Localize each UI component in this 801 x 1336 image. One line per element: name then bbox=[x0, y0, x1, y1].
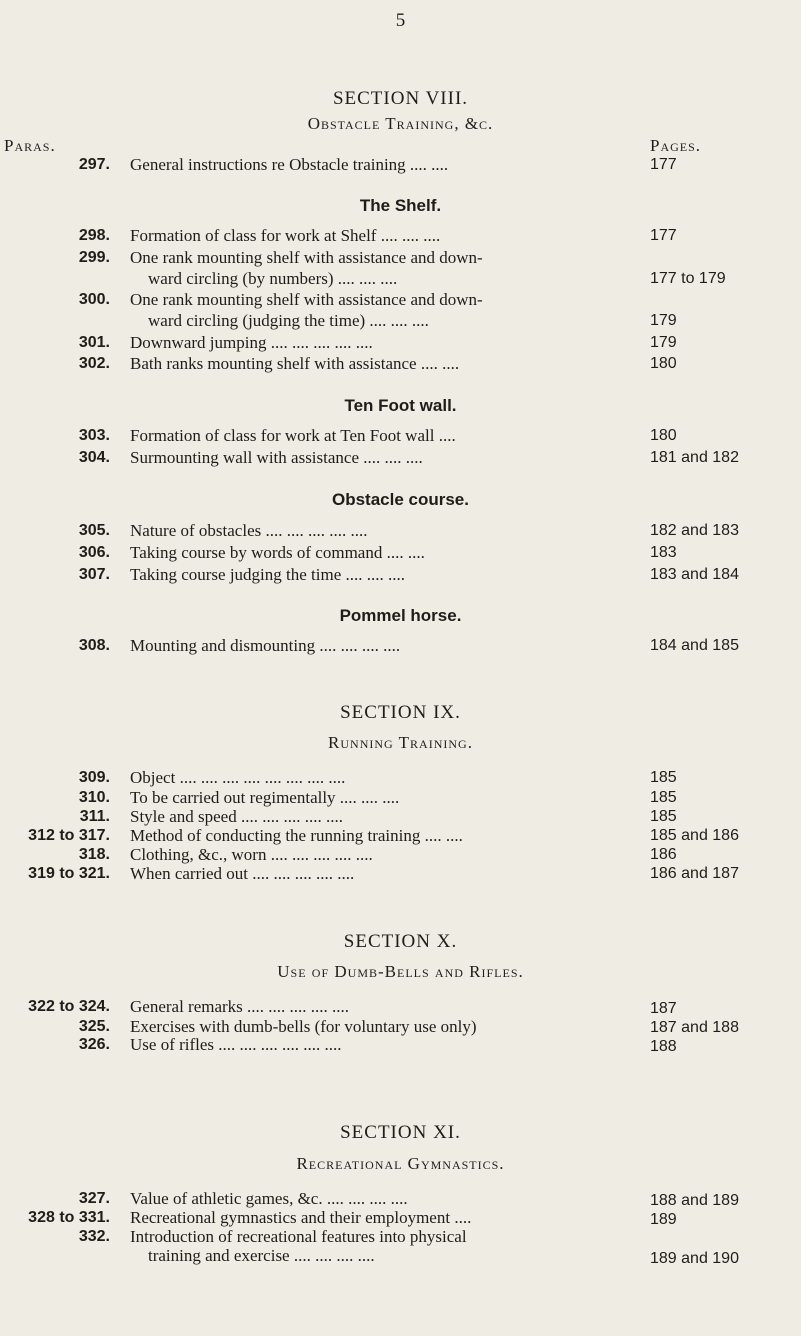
page-ref: 188 bbox=[650, 1038, 677, 1055]
para-number: 318. bbox=[78, 846, 110, 863]
page-ref: 184 and 185 bbox=[650, 637, 739, 654]
entry-text: Nature of obstacles .... .... .... .... .... bbox=[130, 521, 368, 540]
para-number: 328 to 331. bbox=[28, 1209, 110, 1226]
entry-text: General remarks .... .... .... .... .... bbox=[130, 997, 350, 1016]
entry-text: Formation of class for work at Shelf .... .... .... bbox=[130, 226, 441, 245]
page-ref: 180 bbox=[650, 355, 677, 372]
page-ref: 181 and 182 bbox=[650, 449, 739, 466]
page-ref: 189 and 190 bbox=[650, 1250, 739, 1267]
para-number: 310. bbox=[78, 789, 110, 806]
section-10-subtitle: Use of Dumb-Bells and Rifles. bbox=[277, 962, 524, 981]
page-number: 5 bbox=[395, 10, 406, 31]
entry-text: Bath ranks mounting shelf with assistance .... .... bbox=[130, 354, 460, 373]
page-ref: 187 and 188 bbox=[650, 1019, 739, 1036]
section-11-title: SECTION XI. bbox=[340, 1122, 461, 1143]
page-ref: 189 bbox=[650, 1211, 677, 1228]
entry-text: Downward jumping .... .... .... .... .... bbox=[130, 333, 373, 352]
entry-text: Use of rifles .... .... .... .... .... .... bbox=[130, 1035, 342, 1054]
page-ref: 185 bbox=[650, 769, 677, 786]
subheading-ten-foot-wall: Ten Foot wall. bbox=[344, 396, 457, 415]
page-ref: 183 bbox=[650, 544, 677, 561]
section-8-subtitle: Obstacle Training, &c. bbox=[307, 114, 494, 133]
entry-text-continued: training and exercise .... .... .... .... bbox=[148, 1246, 375, 1265]
para-number: 326. bbox=[78, 1036, 110, 1053]
entry-text: Introduction of recreational features into physical bbox=[130, 1227, 467, 1246]
para-number: 297. bbox=[78, 156, 110, 173]
entry-text: Exercises with dumb-bells (for voluntary use only) bbox=[130, 1017, 477, 1036]
section-8-title: SECTION VIII. bbox=[332, 88, 469, 109]
entry-text: To be carried out regimentally .... .... .... bbox=[130, 788, 400, 807]
para-number: 301. bbox=[78, 334, 110, 351]
page-ref: 183 and 184 bbox=[650, 566, 739, 583]
entry-text-continued: ward circling (by numbers) .... .... .... bbox=[148, 269, 398, 288]
section-10-title: SECTION X. bbox=[343, 931, 458, 952]
para-number: 312 to 317. bbox=[28, 827, 110, 844]
para-number: 305. bbox=[78, 522, 110, 539]
page-ref: 177 to 179 bbox=[650, 270, 726, 287]
para-number: 299. bbox=[78, 249, 110, 266]
entry-text: Surmounting wall with assistance .... .... .... bbox=[130, 448, 423, 467]
page-ref: 185 bbox=[650, 808, 677, 825]
entry-text: Method of conducting the running training .... .... bbox=[130, 826, 463, 845]
page-ref: 180 bbox=[650, 427, 677, 444]
para-number: 303. bbox=[78, 427, 110, 444]
page-ref: 177 bbox=[650, 156, 677, 173]
entry-text: Object .... .... .... .... .... .... .... .... bbox=[130, 768, 346, 787]
page-ref: 179 bbox=[650, 312, 677, 329]
para-number: 306. bbox=[78, 544, 110, 561]
page-ref: 179 bbox=[650, 334, 677, 351]
para-number: 302. bbox=[78, 355, 110, 372]
page-ref: 185 bbox=[650, 789, 677, 806]
page-ref: 187 bbox=[650, 1000, 677, 1017]
entry-text: Recreational gymnastics and their employment .... bbox=[130, 1208, 472, 1227]
subheading-pommel-horse: Pommel horse. bbox=[339, 606, 462, 625]
page-ref: 188 and 189 bbox=[650, 1192, 739, 1209]
subheading-shelf: The Shelf. bbox=[359, 196, 442, 215]
para-number: 332. bbox=[78, 1228, 110, 1245]
entry-text: Style and speed .... .... .... .... .... bbox=[130, 807, 343, 826]
para-number: 319 to 321. bbox=[28, 865, 110, 882]
para-number: 308. bbox=[78, 637, 110, 654]
page-ref: 182 and 183 bbox=[650, 522, 739, 539]
entry-text: One rank mounting shelf with assistance and down- bbox=[130, 290, 483, 309]
section-9-subtitle: Running Training. bbox=[328, 733, 473, 752]
entry-text: Formation of class for work at Ten Foot wall .... bbox=[130, 426, 456, 445]
entry-text: One rank mounting shelf with assistance and down- bbox=[130, 248, 483, 267]
subheading-obstacle-course: Obstacle course. bbox=[331, 490, 469, 509]
para-number: 325. bbox=[78, 1018, 110, 1035]
page-ref: 186 and 187 bbox=[650, 865, 739, 882]
paras-column-heading: Paras. bbox=[4, 136, 56, 155]
para-number: 307. bbox=[78, 566, 110, 583]
para-number: 298. bbox=[78, 227, 110, 244]
page-ref: 177 bbox=[650, 227, 677, 244]
para-number: 322 to 324. bbox=[28, 998, 110, 1015]
pages-column-heading: Pages. bbox=[650, 136, 702, 155]
entry-text: General instructions re Obstacle training .... .... bbox=[130, 155, 449, 174]
section-9-title: SECTION IX. bbox=[340, 702, 461, 723]
entry-text: Value of athletic games, &c. .... .... .... .... bbox=[130, 1189, 408, 1208]
para-number: 309. bbox=[78, 769, 110, 786]
para-number: 300. bbox=[78, 291, 110, 308]
entry-text: Taking course judging the time .... .... .... bbox=[130, 565, 406, 584]
entry-text: Mounting and dismounting .... .... .... .... bbox=[130, 636, 401, 655]
page-ref: 185 and 186 bbox=[650, 827, 739, 844]
entry-text: When carried out .... .... .... .... .... bbox=[130, 864, 355, 883]
entry-text: Taking course by words of command .... .... bbox=[130, 543, 425, 562]
para-number: 304. bbox=[78, 449, 110, 466]
para-number: 327. bbox=[78, 1190, 110, 1207]
section-11-subtitle: Recreational Gymnastics. bbox=[296, 1154, 505, 1173]
entry-text: Clothing, &c., worn .... .... .... .... .... bbox=[130, 845, 373, 864]
entry-text-continued: ward circling (judging the time) .... .... .... bbox=[148, 311, 429, 330]
para-number: 311. bbox=[79, 808, 110, 825]
page-ref: 186 bbox=[650, 846, 677, 863]
